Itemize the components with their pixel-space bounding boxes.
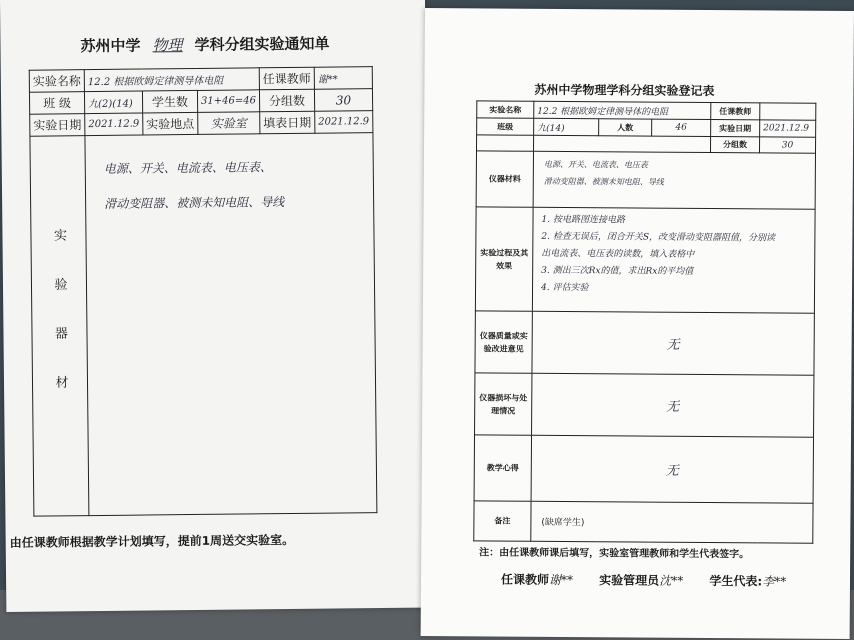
materials-line-2: 滑动变阻器、被测未知电阻、导线 xyxy=(543,176,664,187)
value-reg-damage: 无 xyxy=(532,373,814,437)
notice-subject: 物理 xyxy=(152,36,183,55)
value-reg-class: 九(14) xyxy=(534,118,599,135)
label-reg-reflection: 教学心得 xyxy=(474,435,531,501)
label-reg-damage: 仪器损坏与处理情况 xyxy=(475,373,532,435)
value-class: 九(2)(14) xyxy=(84,91,142,114)
label-sign-student: 学生代表: xyxy=(709,573,763,589)
process-step-4: 4. 评估实验 xyxy=(541,282,589,294)
label-sign-teacher: 任课教师 xyxy=(500,572,550,587)
label-reg-class: 班级 xyxy=(477,118,534,135)
label-teacher: 任课教师 xyxy=(259,67,314,90)
label-reg-materials: 仪器材料 xyxy=(476,151,533,207)
register-title: 苏州中学物理学科分组实验登记表 xyxy=(534,82,715,99)
process-step-3: 3. 测出三次Rx的值，求出Rx的平均值 xyxy=(541,265,694,277)
label-students: 学生数 xyxy=(142,90,197,113)
notice-sheet xyxy=(0,0,431,612)
process-step-2: 2. 检查无误后，闭合开关S，改变滑动变阻器阻值，分别读 xyxy=(541,231,776,244)
label-fill-date: 填表日期 xyxy=(260,111,315,134)
label-equipment: 实验器材 xyxy=(50,227,68,424)
value-reg-quality: 无 xyxy=(532,311,814,375)
value-reg-teacher xyxy=(760,103,816,120)
value-reg-exp-date: 2021.12.9 xyxy=(760,120,816,137)
value-fill-date: 2021.12.9 xyxy=(315,111,373,134)
label-reg-exp-name: 实验名称 xyxy=(477,101,534,118)
value-reg-exp-name: 12.2 根据欧姆定律测导体的电阻 xyxy=(534,101,711,119)
value-place: 实验室 xyxy=(198,112,260,135)
register-table xyxy=(473,100,816,543)
label-exp-name: 实验名称 xyxy=(29,70,84,93)
label-reg-teacher: 任课教师 xyxy=(711,102,760,119)
label-date: 实验日期 xyxy=(30,114,85,137)
label-reg-remark: 备注 xyxy=(474,501,531,541)
value-exp-name: 12.2 根据欧姆定律测导体电阻 xyxy=(84,68,259,92)
register-sheet xyxy=(421,8,854,639)
label-reg-exp-date: 实验日期 xyxy=(711,119,760,136)
value-reg-people: 46 xyxy=(652,119,711,136)
signature-teacher: 谢** xyxy=(548,572,574,588)
signature-manager: 沈** xyxy=(659,573,684,588)
value-reg-remark: (缺席学生) xyxy=(531,501,813,543)
label-groups: 分组数 xyxy=(259,89,314,112)
notice-table xyxy=(29,66,377,517)
label-sign-manager: 实验管理员 xyxy=(599,573,660,588)
label-reg-people: 人数 xyxy=(599,119,652,136)
label-reg-quality: 仪器质量或实验改进意见 xyxy=(475,311,532,373)
process-step-2-cont: 出电流表、电压表的读数，填入表格中 xyxy=(541,248,695,260)
value-reg-groups: 30 xyxy=(759,137,815,153)
value-reg-reflection: 无 xyxy=(531,435,813,503)
register-footer: 注：由任课教师课后填写，实验室管理教师和学生代表签字。 xyxy=(479,547,750,561)
label-class: 班 级 xyxy=(29,92,84,115)
notice-footer: 由任课教师根据教学计划填写，提前1周送交实验室。 xyxy=(9,532,295,550)
label-place: 实验地点 xyxy=(143,112,198,135)
label-reg-groups: 分组数 xyxy=(710,136,759,152)
notice-title: 苏州中学 物理 学科分组实验通知单 xyxy=(80,34,330,56)
value-students: 31+46=46 xyxy=(197,90,259,113)
signature-row xyxy=(501,571,800,590)
value-teacher: 谢** xyxy=(314,67,372,90)
label-reg-process: 实验过程及其效果 xyxy=(475,207,533,311)
equipment-line-2: 滑动变阻器、被测未知电阻、导线 xyxy=(104,195,285,211)
value-groups: 30 xyxy=(314,89,372,112)
materials-line-1: 电源、开关、电流表、电压表 xyxy=(543,159,648,170)
value-date: 2021.12.9 xyxy=(85,113,143,136)
equipment-line-1: 电源、开关、电流表、电压表、 xyxy=(103,160,272,176)
process-step-1: 1. 按电路图连接电路 xyxy=(541,214,626,226)
signature-student: 李** xyxy=(762,574,787,589)
